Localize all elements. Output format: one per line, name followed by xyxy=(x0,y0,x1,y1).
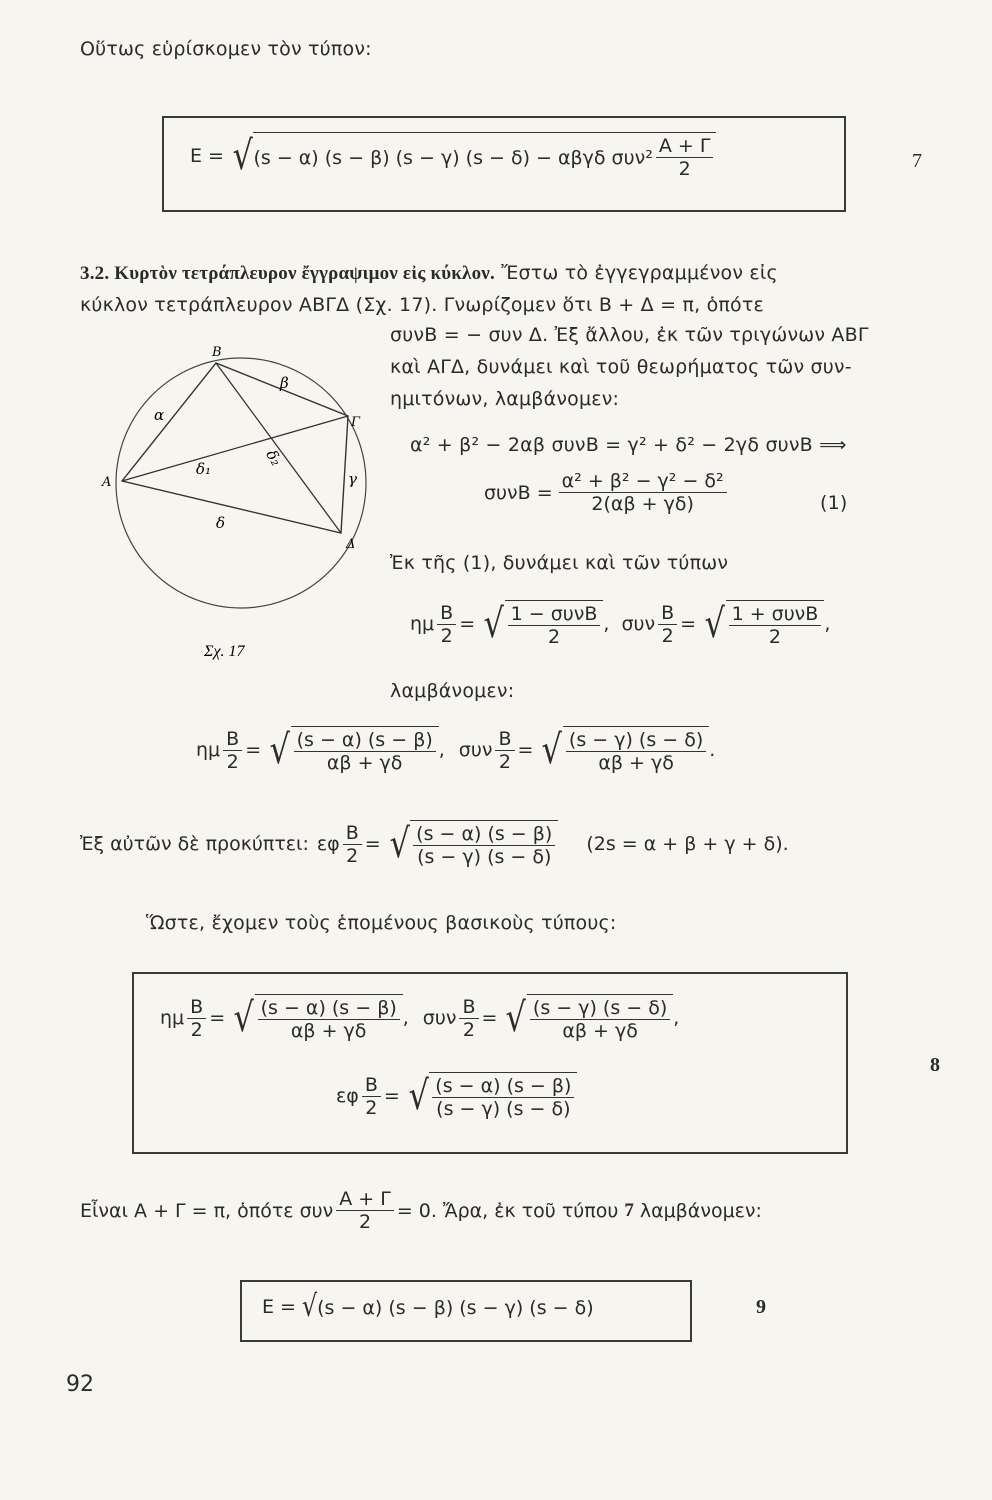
label-D: Δ xyxy=(346,537,356,552)
formula-8-line-1: ημ $\frac{B}{2}$ = √ $\frac{(s - \alpha) (s - \beta)}{\alpha\beta + \gamma\delta}$ , συν $\frac{B}{2}$ = √ $\frac{(s - \gamma) (s - \delta)}{\alpha\beta + \gamma\delta}$ , xyxy=(160,995,680,1042)
figure-17 xyxy=(96,338,386,678)
formula-7-frac-den: 2 xyxy=(678,158,691,180)
diagonal-ag xyxy=(122,416,348,481)
r1-num: 1 − συνΒ xyxy=(508,603,601,626)
formula-7 xyxy=(190,132,716,180)
f8-ef: εφ xyxy=(336,1085,359,1107)
f8-comma1: , xyxy=(402,1007,409,1029)
lamvanomen-1: λαμβάνομεν: xyxy=(390,680,515,702)
tan-d: (s − γ) (s − δ) xyxy=(417,846,552,868)
f9-radicand: (s − α) (s − β) (s − γ) (s − δ) xyxy=(317,1297,594,1319)
label-gamma: γ xyxy=(348,470,357,488)
t3: 2 xyxy=(226,750,239,773)
r1-den: 2 xyxy=(547,626,561,648)
derive-tan: Ἐξ αὐτῶν δὲ προκύπτει: εφ $\frac{B}{2}$ = √ $\frac{(s - \alpha) (s - \beta)}{(s - \gamma) (s - \delta)}$ (2s = α + β + γ + δ). xyxy=(80,821,789,868)
hm-label-2: ημ xyxy=(196,739,221,761)
f8-b1: B xyxy=(187,996,206,1019)
f8-t3: 2 xyxy=(365,1096,378,1119)
label-delta: δ xyxy=(216,514,226,532)
res-d2: αβ + γδ xyxy=(598,752,674,774)
f8-n1: (s − α) (s − β) xyxy=(258,997,400,1020)
formula-9: E = √ (s − α) (s − β) (s − γ) (s − δ) xyxy=(262,1289,594,1324)
einai-den: 2 xyxy=(358,1211,372,1233)
f9-lhs: E = xyxy=(262,1296,296,1318)
f8-b3: B xyxy=(362,1074,381,1097)
ef-label: εφ xyxy=(316,833,340,855)
tan-n: (s − α) (s − β) xyxy=(413,823,555,846)
cosine-equation: α² + β² − 2αβ συνΒ = γ² + δ² − 2γδ συνΒ ⟹ xyxy=(410,434,847,456)
einai-line xyxy=(80,1188,762,1233)
label-delta2: δ₂ xyxy=(262,446,286,469)
syn-label-2: συν xyxy=(458,739,493,761)
label-beta: β xyxy=(280,374,289,392)
einai-end: λαμβάνομεν: xyxy=(639,1199,762,1222)
two-den-2: 2 xyxy=(661,624,674,647)
label-delta1: δ₁ xyxy=(196,460,212,478)
formula-7-radical: √ (s − α) (s − β) (s − γ) (s − δ) − αβγδ συν² $\frac{A + \Gamma}{2}$ xyxy=(230,132,716,180)
comma-2: , xyxy=(824,613,831,635)
label-A: A xyxy=(102,475,112,490)
einai-bold: 7 xyxy=(624,1199,634,1221)
intro-line: Οὕτως εὑρίσκομεν τὸν τύπον: xyxy=(80,38,372,60)
eq1-den: 2(αβ + γδ) xyxy=(591,493,694,515)
b-num-2: B xyxy=(658,602,677,625)
section-line-5: ημιτόνων, λαμβάνομεν: xyxy=(390,388,620,410)
equation-1 xyxy=(484,470,730,515)
eq1-lhs: συνΒ = xyxy=(484,481,553,504)
res-n2: (s − γ) (s − δ) xyxy=(566,729,706,752)
f8-syn: συν xyxy=(422,1007,457,1029)
formula-8-number: 8 xyxy=(930,1054,940,1076)
einai-rest: = 0. Ἄρα, ἐκ τοῦ τύπου xyxy=(396,1199,619,1222)
b4: B xyxy=(495,728,514,751)
res-n1: (s − α) (s − β) xyxy=(294,729,436,752)
s-definition: (2s = α + β + γ + δ). xyxy=(586,833,789,855)
label-alpha: α xyxy=(154,406,165,424)
result-half-angle: ημ $\frac{B}{2}$ = √ $\frac{(s - \alpha) (s - \beta)}{\alpha\beta + \gamma\delta}$ , συν $\frac{B}{2}$ = √ $\frac{(s - \gamma) (s - \delta)}{\alpha\beta + \gamma\delta}$ . xyxy=(196,727,716,774)
f8-d1: αβ + γδ xyxy=(290,1020,367,1042)
circumcircle xyxy=(116,358,366,608)
page-number: 92 xyxy=(66,1372,94,1397)
b5: B xyxy=(343,822,362,845)
f8-tan-d: (s − γ) (s − δ) xyxy=(436,1098,571,1120)
b3: B xyxy=(223,728,242,751)
f8-n2: (s − γ) (s − δ) xyxy=(530,997,670,1020)
derive-text: Ἐξ αὐτῶν δὲ προκύπτει: xyxy=(80,833,309,855)
section-line-3: συνΒ = − συν Δ. Ἐξ ἄλλου, ἐκ τῶν τριγώνων ΑΒΓ xyxy=(390,324,869,346)
r2-num: 1 + συνΒ xyxy=(729,603,822,626)
section-line-2: κύκλον τετράπλευρον ΑΒΓΔ (Σχ. 17). Γνωρίζομεν ὅτι Β + Δ = π, ὁπότε xyxy=(80,294,764,316)
einai-num: A + Γ xyxy=(336,1188,394,1211)
formula-8-line-2: εφ $\frac{B}{2}$ = √ $\frac{(s - \alpha) (s - \beta)}{(s - \gamma) (s - \delta)}$ xyxy=(336,1072,577,1120)
eq1-num: α² + β² − γ² − δ² xyxy=(559,470,727,493)
t4: 2 xyxy=(498,750,512,773)
hoste-text: Ὥστε, ἔχομεν τοὺς ἑπομένους βασικοὺς τύπους: xyxy=(146,912,617,934)
f8-hm: ημ xyxy=(160,1007,185,1029)
section-line-4: καὶ ΑΓΔ, δυνάμει καὶ τοῦ θεωρήματος τῶν συν- xyxy=(390,356,852,378)
half-angle-formulas: ημ $\frac{B}{2}$ = √ $\frac{\text{1 − συνΒ}}{2}$ , συν $\frac{B}{2}$ = √ $\frac{\text{1 + συνΒ}}{2}$ , xyxy=(410,601,831,648)
figure-caption: Σχ. 17 xyxy=(204,643,245,660)
comma-1: , xyxy=(603,613,610,635)
b-num: B xyxy=(437,602,456,625)
section-heading: 3.2. Κυρτὸν τετράπλευρον ἔγγραψιμον εἰς κύκλον. xyxy=(80,263,495,284)
r2-den: 2 xyxy=(768,626,781,648)
f8-b2: B xyxy=(459,996,478,1019)
section-line-1-rest: Ἔστω τὸ ἐγγεγραμμένον εἰς xyxy=(501,262,778,284)
f8-comma2: , xyxy=(673,1007,680,1029)
label-G: Γ xyxy=(351,415,361,430)
label-B: B xyxy=(212,345,222,360)
f8-t1: 2 xyxy=(190,1018,203,1041)
f8-t2: 2 xyxy=(462,1018,476,1041)
eq1-tag: (1) xyxy=(820,492,848,514)
formula-7-radicand: (s − α) (s − β) (s − γ) (s − δ) − αβγδ συν² xyxy=(253,146,653,169)
t5: 2 xyxy=(346,844,359,867)
res-d1: αβ + γδ xyxy=(326,752,403,774)
f8-tan-n: (s − α) (s − β) xyxy=(432,1075,574,1098)
formula-7-frac-num: A + Γ xyxy=(656,135,714,158)
from-1-text: Ἐκ τῆς (1), δυνάμει καὶ τῶν τύπων xyxy=(390,552,729,574)
comma-3: , xyxy=(438,739,445,761)
two-den: 2 xyxy=(440,624,453,647)
hm-label: ημ xyxy=(410,613,435,635)
formula-7-number: 7 xyxy=(912,150,922,172)
syn-label: συν xyxy=(621,613,656,635)
section-line-1 xyxy=(80,262,778,285)
einai-text: Εἶναι Α + Γ = π, ὁπότε συν xyxy=(80,1199,334,1222)
formula-9-number: 9 xyxy=(756,1296,766,1318)
formula-7-lhs: E = xyxy=(190,145,224,167)
f8-d2: αβ + γδ xyxy=(562,1020,638,1042)
